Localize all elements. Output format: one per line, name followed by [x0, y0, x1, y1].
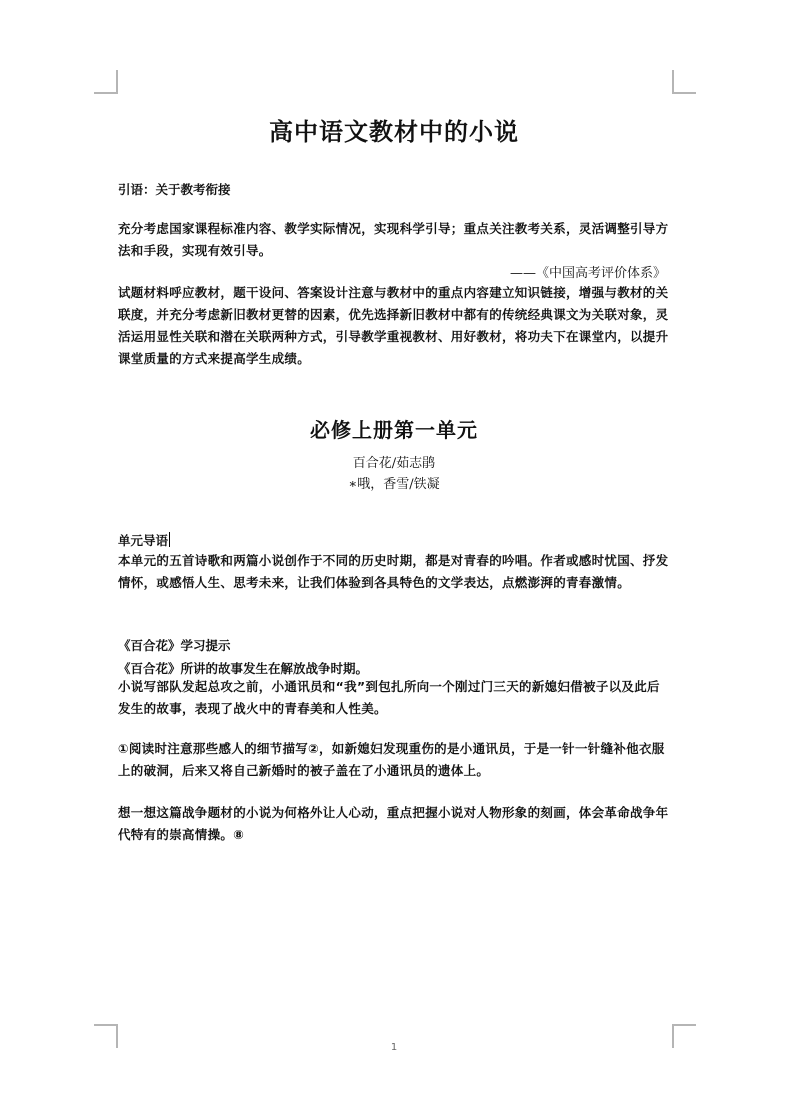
- crop-mark-top-right-v: [672, 70, 674, 94]
- study-tips-paragraph-3: ①阅读时注意那些感人的细节描写②，如新媳妇发现重伤的是小通讯员，于是一针一针缝补他衣服上的破洞，后来又将自己新婚时的被子盖在了小通讯员的遗体上。: [118, 741, 665, 778]
- document-title: 高中语文教材中的小说: [269, 118, 519, 146]
- work-item-2: ∗哦，香雪/铁凝: [348, 477, 440, 492]
- study-tips-line-1: 《百合花》所讲的故事发生在解放战争时期。: [118, 661, 369, 676]
- intro-paragraph-1: 充分考虑国家课程标准内容、教学实际情况，实现科学引导；重点关注教考关系，灵活调整引导方法和手段，实现有效引导。: [118, 221, 669, 258]
- work-item-1: 百合花/茹志鹃: [352, 456, 436, 471]
- crop-mark-top-right-h: [672, 92, 696, 94]
- page-number: 1: [390, 1042, 398, 1053]
- section-title: 必修上册第一单元: [310, 418, 478, 442]
- crop-mark-bottom-right-h: [672, 1024, 696, 1026]
- unit-guide-heading-row: [118, 531, 670, 549]
- intro-paragraph-2: 试题材料呼应教材，题干设问、答案设计注意与教材中的重点内容建立知识链接，增强与教材的关联度，并充分考虑新旧教材更替的因素，优先选择新旧教材中都有的传统经典课文为关联对象，灵活运用显性关联和潜在关联两种方式，引导教学重视教材、用好教材，将功夫下在课堂内，以提升课堂质量的方式来提高学生成绩。: [118, 285, 669, 366]
- study-tips-line-2: 小说写部队发起总攻之前，小通讯员和“我”到包扎所向一个刚过门三天的新媳妇借被子以及此后发生的故事，表现了战火中的青春美和人性美。: [118, 679, 660, 716]
- unit-guide-text: 本单元的五首诗歌和两篇小说创作于不同的历史时期，都是对青春的吟唱。作者或感时忧国、抒发情怀，或感悟人生、思考未来，让我们体验到各具特色的文学表达，点燃澎湃的青春激情。: [118, 553, 669, 590]
- study-tips-heading: 《百合花》学习提示: [118, 638, 231, 653]
- study-tips-paragraph-4: 想一想这篇战争题材的小说为何格外让人心动，重点把握小说对人物形象的刻画，体会革命战争年代特有的崇高情操。⑧: [118, 805, 669, 842]
- text-cursor: [169, 532, 170, 547]
- crop-mark-bottom-left-h: [94, 1024, 118, 1026]
- intro-heading: 引语：关于教考衔接: [118, 182, 231, 197]
- unit-guide-heading: 单元导语: [118, 533, 169, 548]
- crop-mark-top-left-h: [94, 92, 118, 94]
- crop-mark-top-left-v: [116, 70, 118, 94]
- intro-attribution: ——《中国高考评价体系》: [509, 266, 666, 281]
